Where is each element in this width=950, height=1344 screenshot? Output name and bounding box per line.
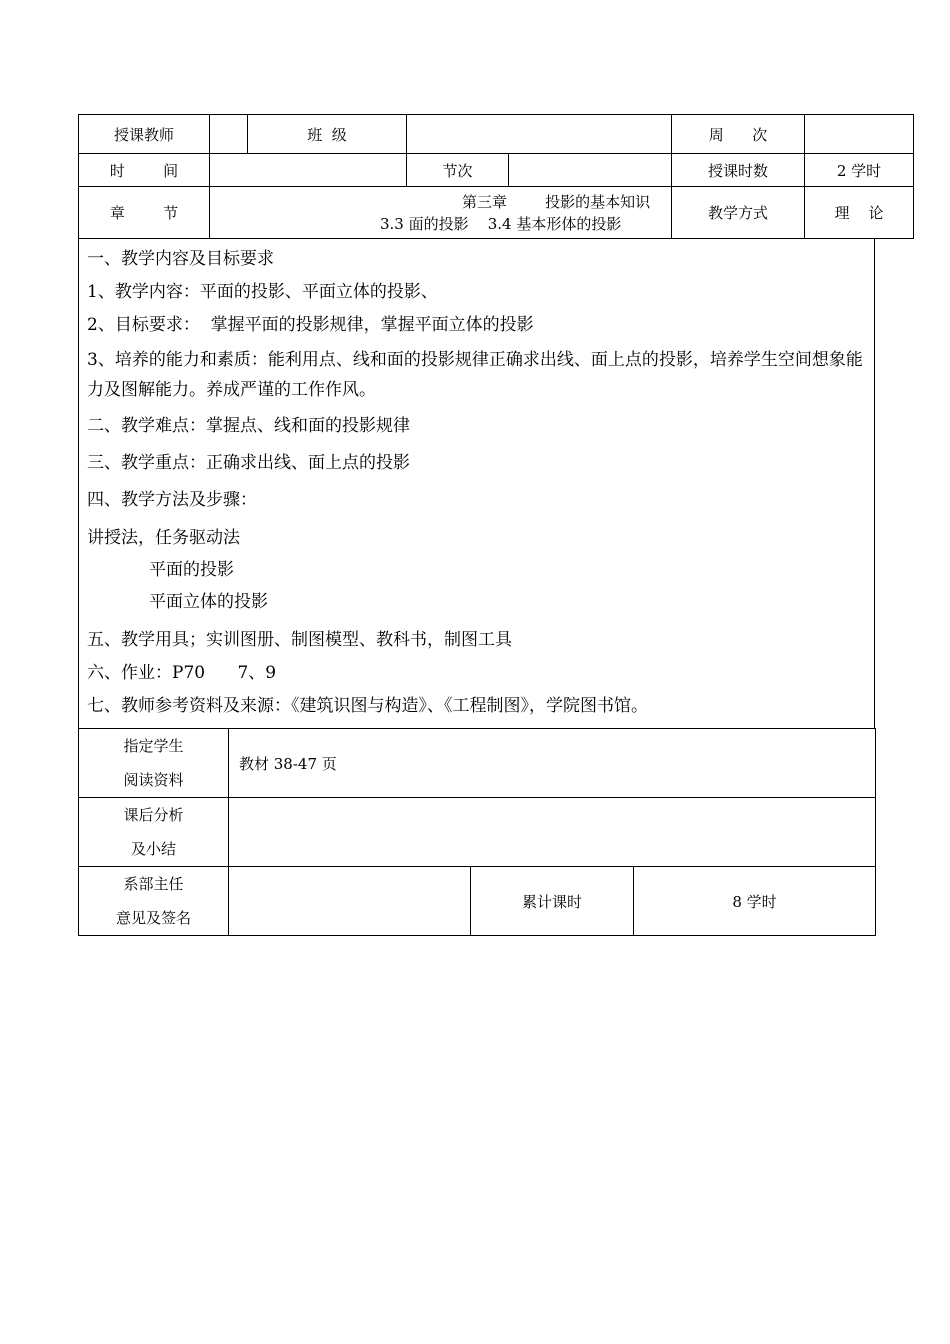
content-line-9: 平面的投影 bbox=[149, 560, 234, 580]
content-cell bbox=[79, 239, 875, 729]
method-label: 教学方式 bbox=[672, 187, 805, 239]
footer-table bbox=[78, 728, 876, 936]
content-line-5: 二、教学难点：掌握点、线和面的投影规律 bbox=[87, 416, 410, 436]
content-line-8: 讲授法，任务驱动法 bbox=[87, 528, 240, 548]
content-line-6: 三、教学重点：正确求出线、面上点的投影 bbox=[87, 453, 410, 473]
total-hours-value: 8 学时 bbox=[634, 867, 876, 936]
dept-label-1: 系部主任 bbox=[123, 875, 184, 893]
class-label: 班 级 bbox=[248, 115, 407, 154]
teacher-label: 授课教师 bbox=[79, 115, 210, 154]
dept-value bbox=[229, 867, 471, 936]
session-label: 节次 bbox=[407, 154, 509, 187]
reading-value: 教材 38-47 页 bbox=[229, 729, 876, 798]
dept-label-2: 意见及签名 bbox=[115, 909, 191, 927]
method-value: 理 论 bbox=[805, 187, 914, 239]
content-line-3: 2、目标要求： 掌握平面的投影规律，掌握平面立体的投影 bbox=[87, 315, 534, 335]
content-line-12: 六、作业：P70 7、9 bbox=[87, 663, 277, 683]
content-line-10: 平面立体的投影 bbox=[149, 592, 268, 612]
teacher-value bbox=[210, 115, 248, 154]
analysis-label-2: 及小结 bbox=[130, 840, 176, 858]
content-line-2: 1、教学内容：平面的投影、平面立体的投影、 bbox=[87, 282, 438, 302]
content-line-7: 四、教学方法及步骤： bbox=[87, 490, 257, 510]
week-label: 周 次 bbox=[672, 115, 805, 154]
week-value bbox=[805, 115, 914, 154]
hours-value: 2 学时 bbox=[805, 154, 914, 187]
time-label: 时 间 bbox=[79, 154, 210, 187]
total-hours-label: 累计课时 bbox=[471, 867, 634, 936]
time-value bbox=[210, 154, 407, 187]
chapter-line-1: 第三章 投影的基本知识 bbox=[462, 192, 651, 211]
header-table bbox=[78, 114, 914, 239]
reading-label bbox=[79, 729, 229, 798]
analysis-label-1: 课后分析 bbox=[123, 806, 184, 824]
analysis-label bbox=[79, 798, 229, 867]
content-line-4: 3、培养的能力和素质：能利用点、线和面的投影规律正确求出线、面上点的投影，培养学生空间想象能力及图解能力。养成严谨的工作作风。 bbox=[87, 350, 863, 400]
dept-label bbox=[79, 867, 229, 936]
chapter-cell bbox=[210, 187, 672, 239]
content-line-1: 一、教学内容及目标要求 bbox=[87, 249, 274, 269]
reading-label-1: 指定学生 bbox=[123, 737, 184, 755]
content-table bbox=[78, 238, 875, 729]
analysis-value bbox=[229, 798, 876, 867]
content-line-13: 七、教师参考资料及来源：《建筑识图与构造》、《工程制图》，学院图书馆。 bbox=[87, 696, 648, 716]
class-value bbox=[407, 115, 672, 154]
reading-label-2: 阅读资料 bbox=[123, 771, 184, 789]
chapter-line-2: 3.3 面的投影 3.4 基本形体的投影 bbox=[380, 214, 622, 233]
chapter-label: 章 节 bbox=[79, 187, 210, 239]
hours-label: 授课时数 bbox=[672, 154, 805, 187]
session-value bbox=[509, 154, 672, 187]
content-line-11: 五、教学用具；实训图册、制图模型、教科书，制图工具 bbox=[87, 630, 512, 650]
